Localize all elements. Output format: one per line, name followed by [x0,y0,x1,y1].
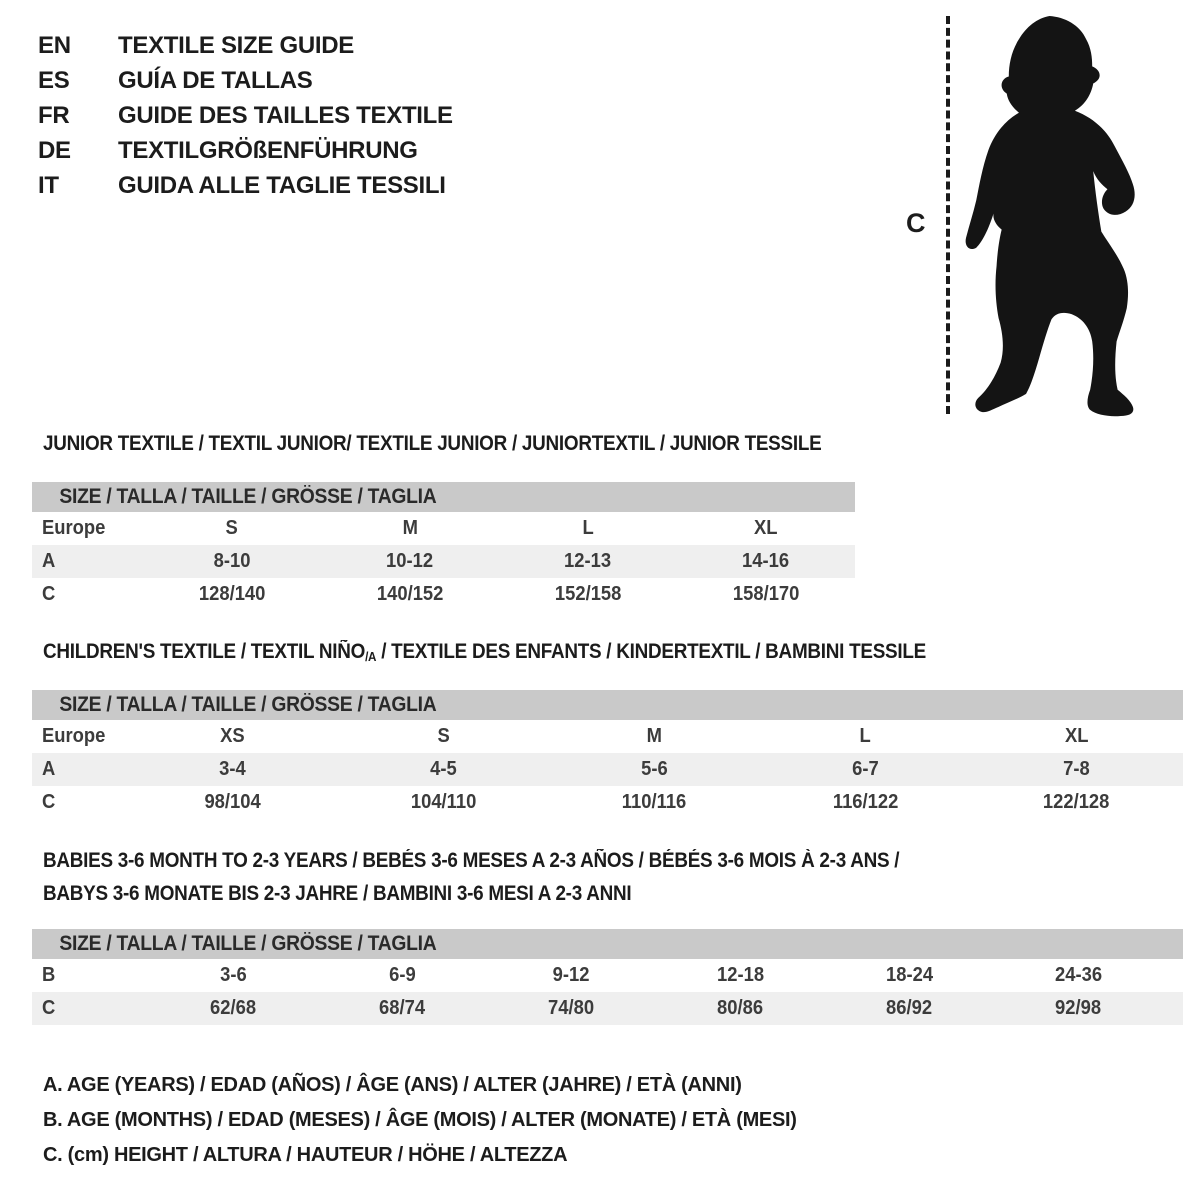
height-measure-dashed-line [946,16,950,414]
language-row [38,28,453,63]
table-cell: 24-36 [1054,964,1103,986]
row-label: B [42,964,56,986]
language-code: FR [38,102,70,129]
section-title-text: / TEXTILE DES ENFANTS / KINDERTEXTIL / BAMBINI TESSILE [376,640,926,663]
table-cell: 158/170 [732,583,800,605]
table-cell: 62/68 [210,997,257,1019]
table-cell: 6-9 [389,964,416,986]
junior-size-table [32,482,855,611]
height-measure-label: C [906,208,926,238]
table-cell: 3-4 [219,758,246,780]
table-cell: 128/140 [198,583,266,605]
row-label: Europe [42,725,106,747]
table-row [32,992,1183,1025]
table-cell: 4-5 [430,758,457,780]
table-header-bar [32,929,1183,959]
table-cell: M [402,517,418,539]
table-row [32,578,855,611]
language-title: GUÍA DE TALLAS [118,67,313,94]
table-cell: XL [754,517,778,539]
table-cell: 5-6 [641,758,668,780]
table-header-bar [32,690,1183,720]
babies-size-table [32,929,1183,1025]
table-cell: 110/116 [622,791,687,813]
section-title-text: CHILDREN'S TEXTILE / TEXTIL NIÑO [43,640,366,663]
row-label: C [42,997,56,1019]
language-code: ES [38,67,70,94]
language-row [38,98,453,133]
table-cell: 92/98 [1055,997,1102,1019]
table-cell: 86/92 [886,997,933,1019]
table-cell: 6-7 [852,758,879,780]
toddler-silhouette-icon [962,16,1140,419]
section-title-children [43,640,926,664]
table-cell: 18-24 [885,964,934,986]
table-cell: L [859,725,872,747]
table-cell: M [646,725,663,747]
table-header-text: SIZE / TALLA / TAILLE / GRÖSSE / TAGLIA [59,693,437,716]
section-title-line2: BABYS 3-6 MONATE BIS 2-3 JAHRE / BAMBINI 3-6 MESI A 2-3 ANNI [43,882,632,905]
table-cell: 3-6 [220,964,247,986]
table-cell: 68/74 [379,997,426,1019]
children-size-table [32,690,1183,819]
table-cell: 140/152 [376,583,444,605]
table-cell: 122/128 [1043,791,1110,813]
language-row [38,63,453,98]
section-title-line1: BABIES 3-6 MONTH TO 2-3 YEARS / BEBÉS 3-6 MESES A 2-3 AÑOS / BÉBÉS 3-6 MOIS À 2-3 ANS / [43,849,900,872]
language-code: EN [38,32,71,59]
table-cell: 7-8 [1063,758,1090,780]
table-cell: XL [1064,725,1089,747]
row-label: A [42,758,56,780]
row-label: C [42,791,56,813]
language-row [38,133,453,168]
table-cell: 116/122 [832,791,899,813]
section-title-babies [43,844,899,910]
section-title-text: JUNIOR TEXTILE / TEXTIL JUNIOR/ TEXTILE JUNIOR / JUNIORTEXTIL / JUNIOR TESSILE [43,432,822,455]
row-label: A [42,550,56,572]
table-cell: XS [220,725,245,747]
language-title: TEXTILGRÖßENFÜHRUNG [118,137,418,164]
legend-line-a: A. AGE (YEARS) / EDAD (AÑOS) / ÂGE (ANS) / ALTER (JAHRE) / ETÀ (ANNI) [43,1074,742,1096]
table-cell: 8-10 [213,550,251,572]
table-cell: 74/80 [548,997,595,1019]
legend [43,1068,797,1173]
table-cell: 12-13 [564,550,612,572]
language-title: GUIDA ALLE TAGLIE TESSILI [118,172,446,199]
row-label: Europe [42,517,106,539]
table-cell: 12-18 [716,964,765,986]
table-cell: 10-12 [386,550,434,572]
language-title: GUIDE DES TAILLES TEXTILE [118,102,453,129]
language-code: DE [38,137,71,164]
table-cell: 98/104 [204,791,261,813]
legend-line-c: C. (cm) HEIGHT / ALTURA / HAUTEUR / HÖHE / ALTEZZA [43,1144,568,1166]
table-row [32,720,1183,753]
table-cell: S [437,725,450,747]
table-cell: 9-12 [553,964,590,986]
row-label: C [42,583,56,605]
table-cell: L [582,517,594,539]
language-row [38,168,453,203]
language-title-list [38,28,453,203]
table-row [32,545,855,578]
table-row [32,512,855,545]
language-code: IT [38,172,59,199]
table-cell: S [225,517,239,539]
language-title: TEXTILE SIZE GUIDE [118,32,354,59]
table-header-text: SIZE / TALLA / TAILLE / GRÖSSE / TAGLIA [59,485,437,508]
table-row [32,753,1183,786]
table-row [32,786,1183,819]
table-cell: 14-16 [742,550,790,572]
table-header-bar [32,482,855,512]
section-title-subscript: /A [365,649,377,664]
table-header-text: SIZE / TALLA / TAILLE / GRÖSSE / TAGLIA [59,932,437,955]
table-row [32,959,1183,992]
section-title-junior [43,432,821,456]
table-cell: 80/86 [717,997,764,1019]
table-cell: 152/158 [554,583,622,605]
legend-line-b: B. AGE (MONTHS) / EDAD (MESES) / ÂGE (MOIS) / ALTER (MONATE) / ETÀ (MESI) [43,1109,797,1131]
table-cell: 104/110 [410,791,477,813]
